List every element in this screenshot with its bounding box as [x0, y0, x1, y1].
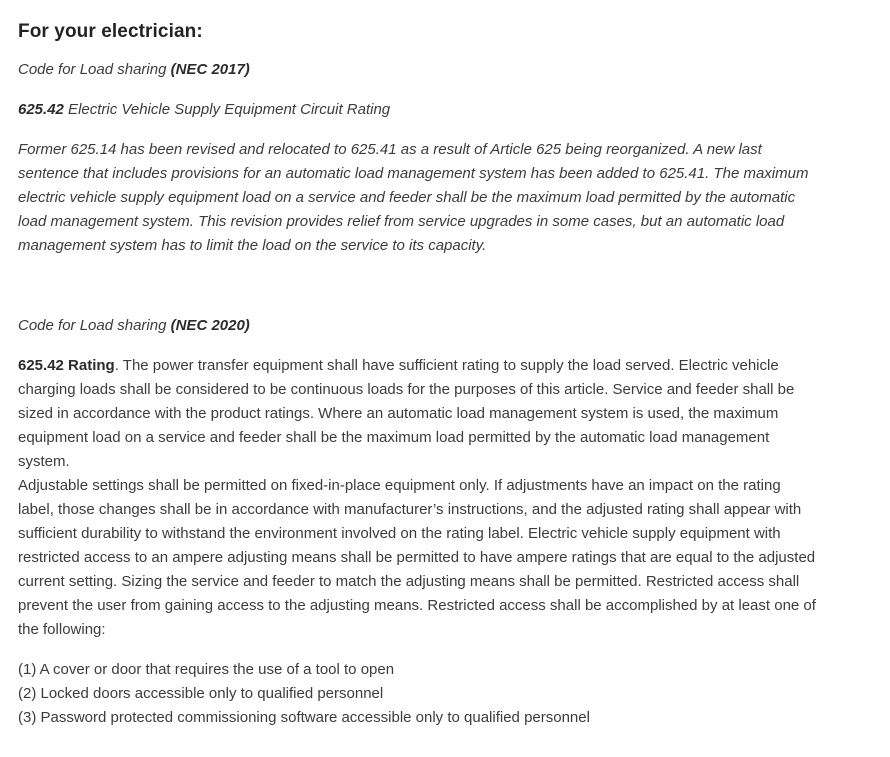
- page-heading: For your electrician:: [18, 21, 203, 42]
- nec2020-rating-title: 625.42 Rating: [18, 357, 115, 374]
- nec2020-label-text: Code for Load sharing: [18, 317, 171, 334]
- nec2017-label: [18, 58, 818, 82]
- nec2017-code: (NEC 2017): [170, 61, 250, 78]
- nec2017-body: Former 625.14 has been revised and relocated to 625.41 as a result of Article 625 being reorganized. A new last sentence that includes provisions for an automatic load management system has been added to 625.41. The maximum electric vehicle supply equipment load on a service and feeder shall be the maximum load permitted by the automatic load management system. This revision provides relief from service upgrades in some cases, but an automatic load management system has to limit the load on the service to its capacity.: [18, 141, 809, 254]
- nec2017-label-text: Code for Load sharing: [18, 61, 171, 78]
- nec2020-code: (NEC 2020): [170, 317, 250, 334]
- nec2017-section-heading: [18, 98, 818, 122]
- nec2020-adjustable-paragraph: Adjustable settings shall be permitted on fixed-in-place equipment only. If adjustments have an impact on the rating label, those changes shall be in accordance with manufacturer’s instructions, and the adjusted rating shall appear with sufficient durability to withstand the environment involved on the rating label. Electric vehicle supply equipment with restricted access to an ampere adjusting means shall be permitted to have ampere ratings that are equal to the adjusted current setting. Sizing the service and feeder to match the adjusting means shall be permitted. Restricted access shall prevent the user from gaining access to the adjusting means. Restricted access shall be accomplished by at least one of the following:: [18, 477, 816, 638]
- list-item: (2) Locked doors accessible only to qualified personnel: [18, 685, 384, 702]
- nec2020-label: [18, 314, 818, 338]
- article-content: [18, 18, 818, 730]
- restricted-access-list: [18, 658, 818, 730]
- nec2020-rating-paragraph: [18, 354, 818, 474]
- list-item: (1) A cover or door that requires the use of a tool to open: [18, 661, 395, 678]
- nec2017-section-title: Electric Vehicle Supply Equipment Circuit Rating: [63, 101, 391, 118]
- nec2020-rating-body: . The power transfer equipment shall have sufficient rating to supply the load served. Electric vehicle charging loads shall be considered to be continuous loads for the purposes of this article. Service and feeder shall be sized in accordance with the product ratings. Where an automatic load management system is used, the maximum equipment load on a service and feeder shall be the maximum load permitted by the automatic load management system.: [18, 357, 795, 470]
- nec2017-section-number: 625.42: [18, 101, 64, 118]
- list-item: (3) Password protected commissioning software accessible only to qualified personnel: [18, 709, 590, 726]
